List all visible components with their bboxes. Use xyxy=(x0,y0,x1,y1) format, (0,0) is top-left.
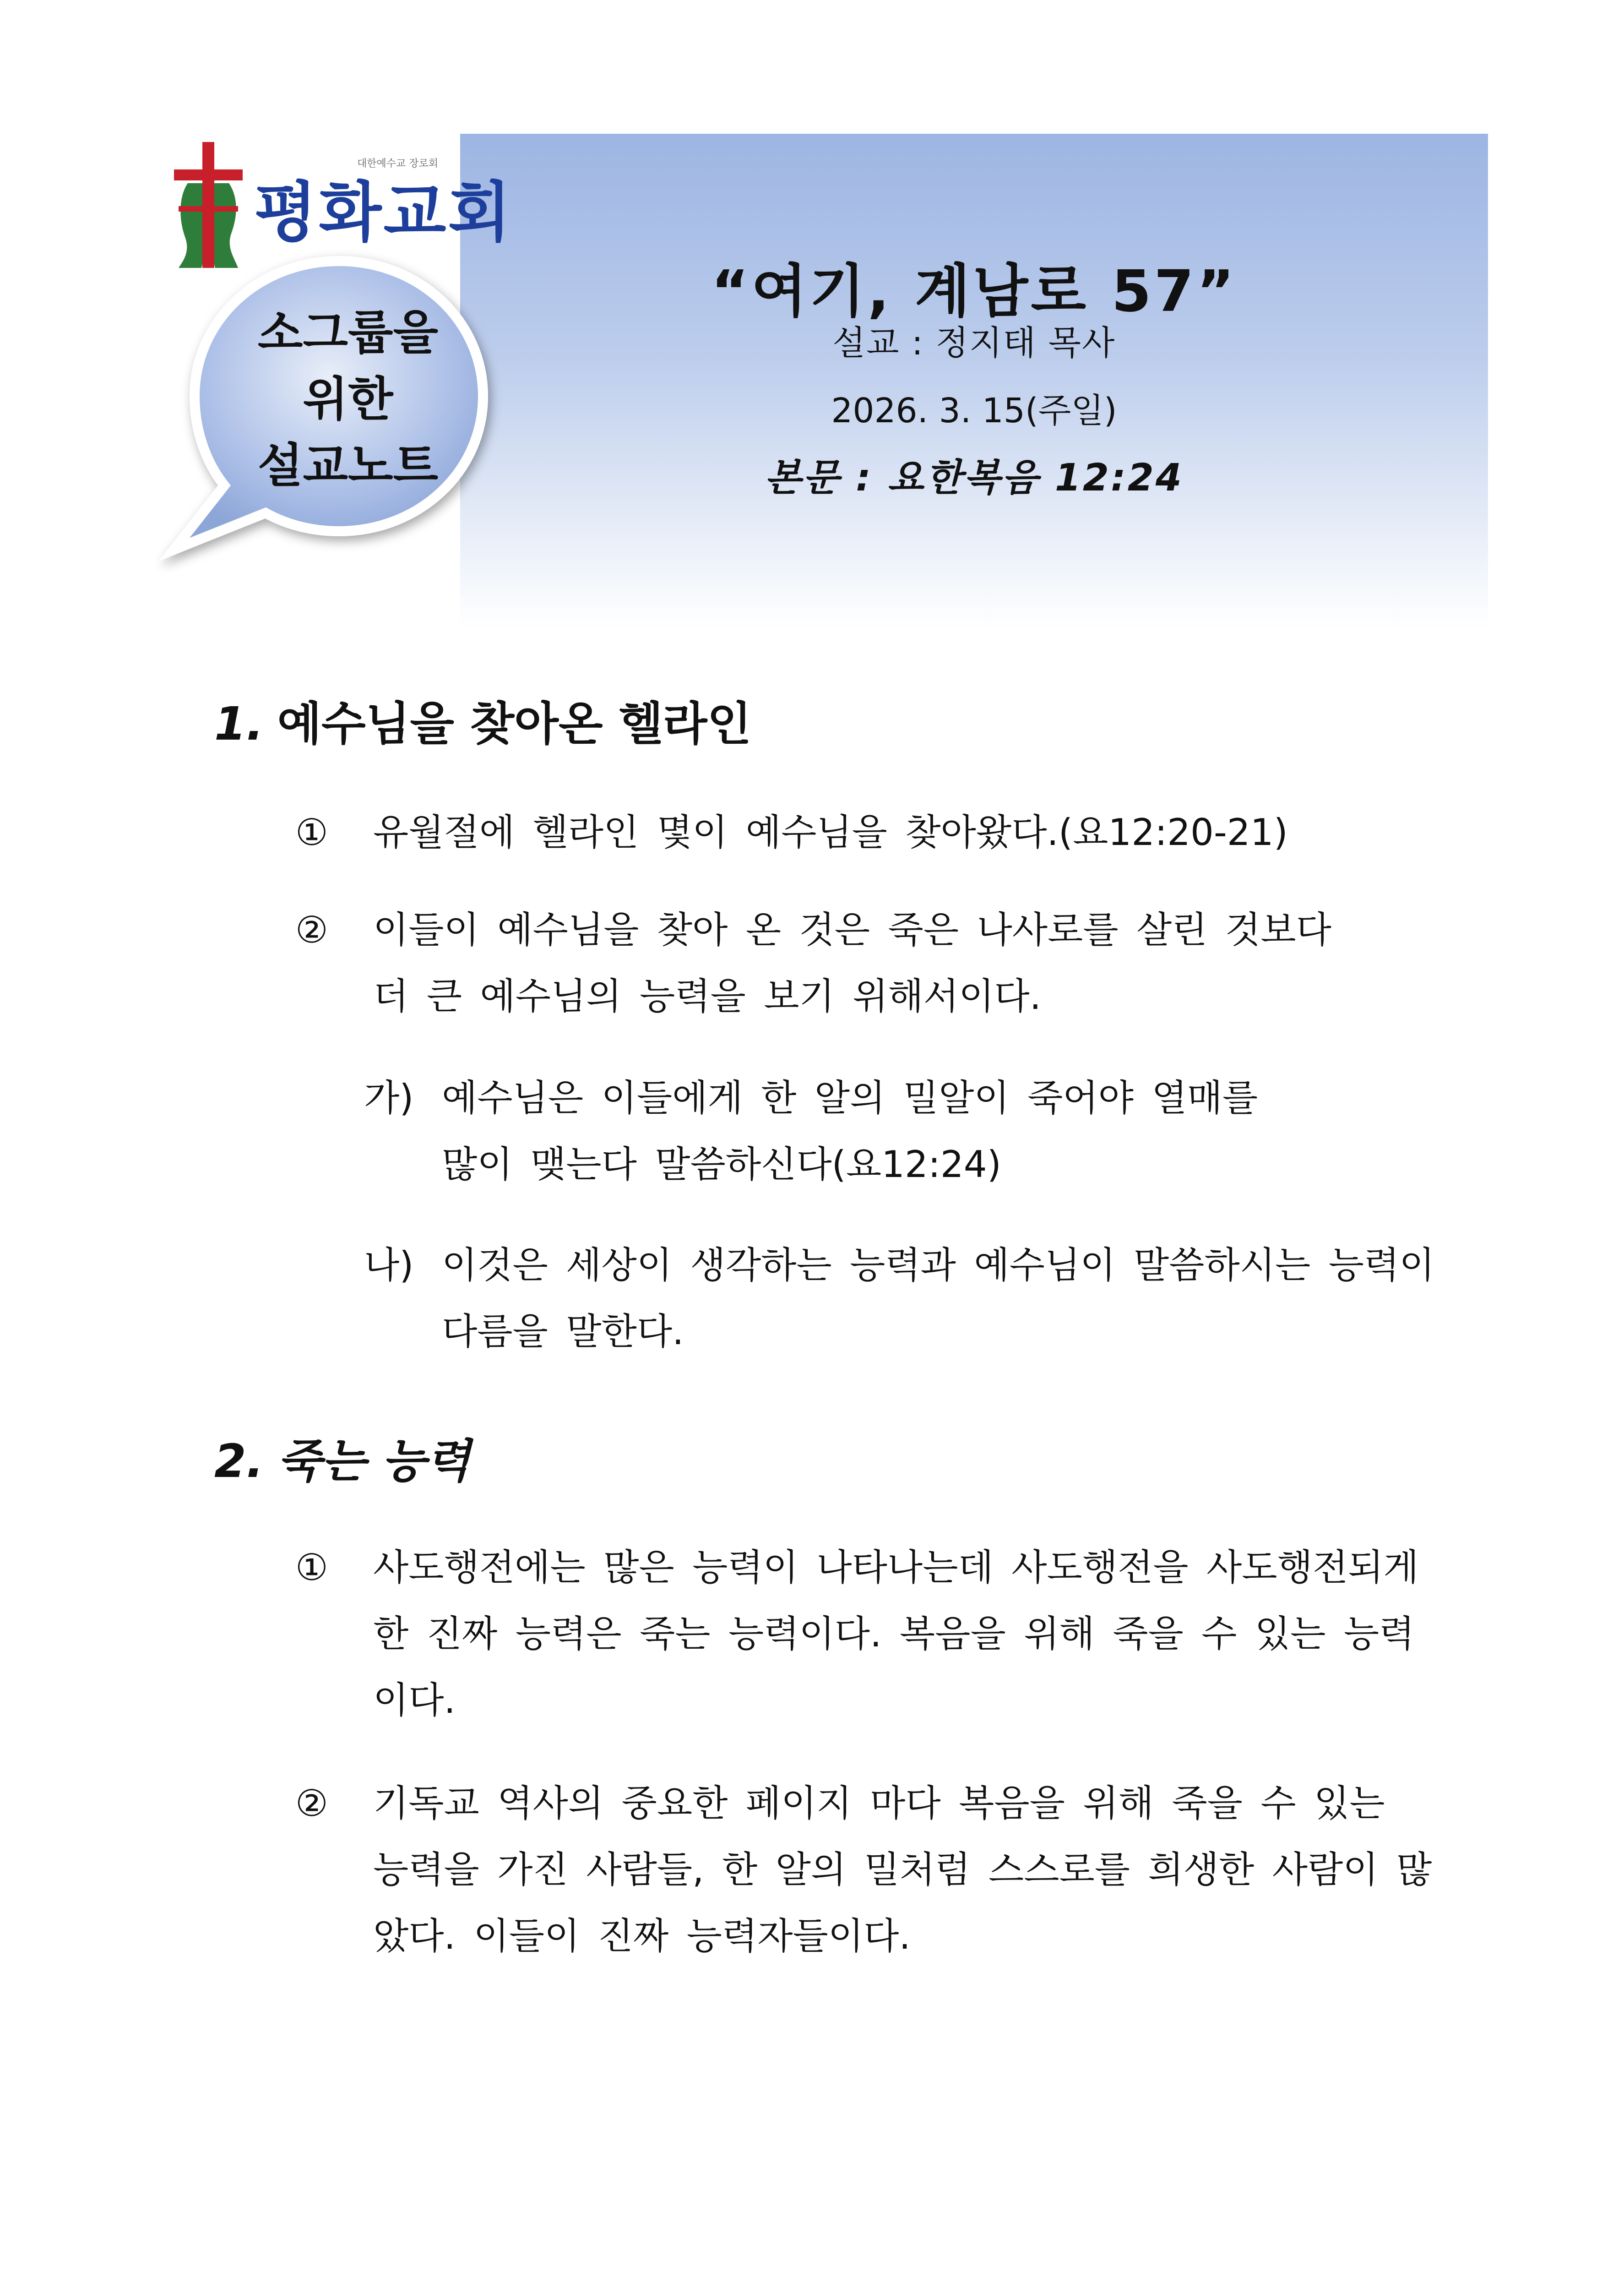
item-marker: ① xyxy=(295,1546,328,1589)
item-line: 다름을 말한다. xyxy=(442,1310,684,1353)
bubble-label xyxy=(197,300,499,499)
section-title: 예수님을 찾아온 헬라인 xyxy=(277,697,752,751)
church-name: 평화교회 xyxy=(254,175,513,251)
list-item xyxy=(442,1065,1499,1198)
sermon-title: “여기, 계남로 57” xyxy=(711,258,1237,325)
item-marker: 가) xyxy=(364,1077,414,1119)
section-heading xyxy=(214,1424,470,1490)
bubble-line: 소그룹을 xyxy=(257,306,439,360)
item-line: 기독교 역사의 중요한 페이지 마다 복음을 위해 죽을 수 있는 xyxy=(373,1782,1385,1825)
item-line: 더 큰 예수님의 능력을 보기 위해서이다. xyxy=(373,975,1042,1018)
item-line: 이다. xyxy=(373,1679,456,1722)
item-line: 사도행전에는 많은 능력이 나타나는데 사도행전을 사도행전되게 xyxy=(373,1546,1419,1589)
list-item xyxy=(373,1770,1499,1969)
item-marker: ② xyxy=(295,1782,328,1825)
item-line: 많이 맺는다 말씀하신다(요12:24) xyxy=(442,1143,1001,1186)
item-line: 이들이 예수님을 찾아 온 것은 죽은 나사로를 살린 것보다 xyxy=(373,909,1331,951)
header-banner xyxy=(460,134,1488,628)
item-line: 예수님은 이들에게 한 알의 밀알이 죽어야 열매를 xyxy=(442,1077,1258,1119)
item-line: 한 진짜 능력은 죽는 능력이다. 복음을 위해 죽을 수 있는 능력 xyxy=(373,1613,1415,1655)
section-title: 죽는 능력 xyxy=(277,1434,470,1488)
item-line: 능력을 가진 사람들, 한 알의 밀처럼 스스로를 희생한 사람이 많 xyxy=(373,1848,1432,1891)
section-heading xyxy=(214,687,751,753)
bubble-line: 설교노트 xyxy=(257,439,439,493)
list-item xyxy=(373,1534,1499,1733)
item-marker: ② xyxy=(295,909,328,951)
scripture-reference: 본문 : 요한복음 12:24 xyxy=(765,456,1184,500)
item-marker: ① xyxy=(295,811,328,854)
item-line: 유월절에 헬라인 몇이 예수님을 찾아왔다.(요12:20-21) xyxy=(373,811,1288,854)
sermon-date: 2026. 3. 15(주일) xyxy=(831,391,1117,430)
denomination-label: 대한예수교 장로회 xyxy=(357,158,439,169)
list-item xyxy=(442,1232,1499,1365)
bubble-line: 위한 xyxy=(303,372,393,427)
section-number: 2. xyxy=(214,1434,264,1488)
item-marker: 나) xyxy=(364,1244,414,1286)
section-number: 1. xyxy=(214,697,264,751)
list-item xyxy=(373,799,1499,866)
item-line: 았다. 이들이 진짜 능력자들이다. xyxy=(373,1915,911,1957)
preacher-line: 설교 : 정지태 목사 xyxy=(832,323,1116,363)
item-line: 이것은 세상이 생각하는 능력과 예수님이 말씀하시는 능력이 xyxy=(442,1244,1435,1286)
list-item xyxy=(373,897,1499,1030)
